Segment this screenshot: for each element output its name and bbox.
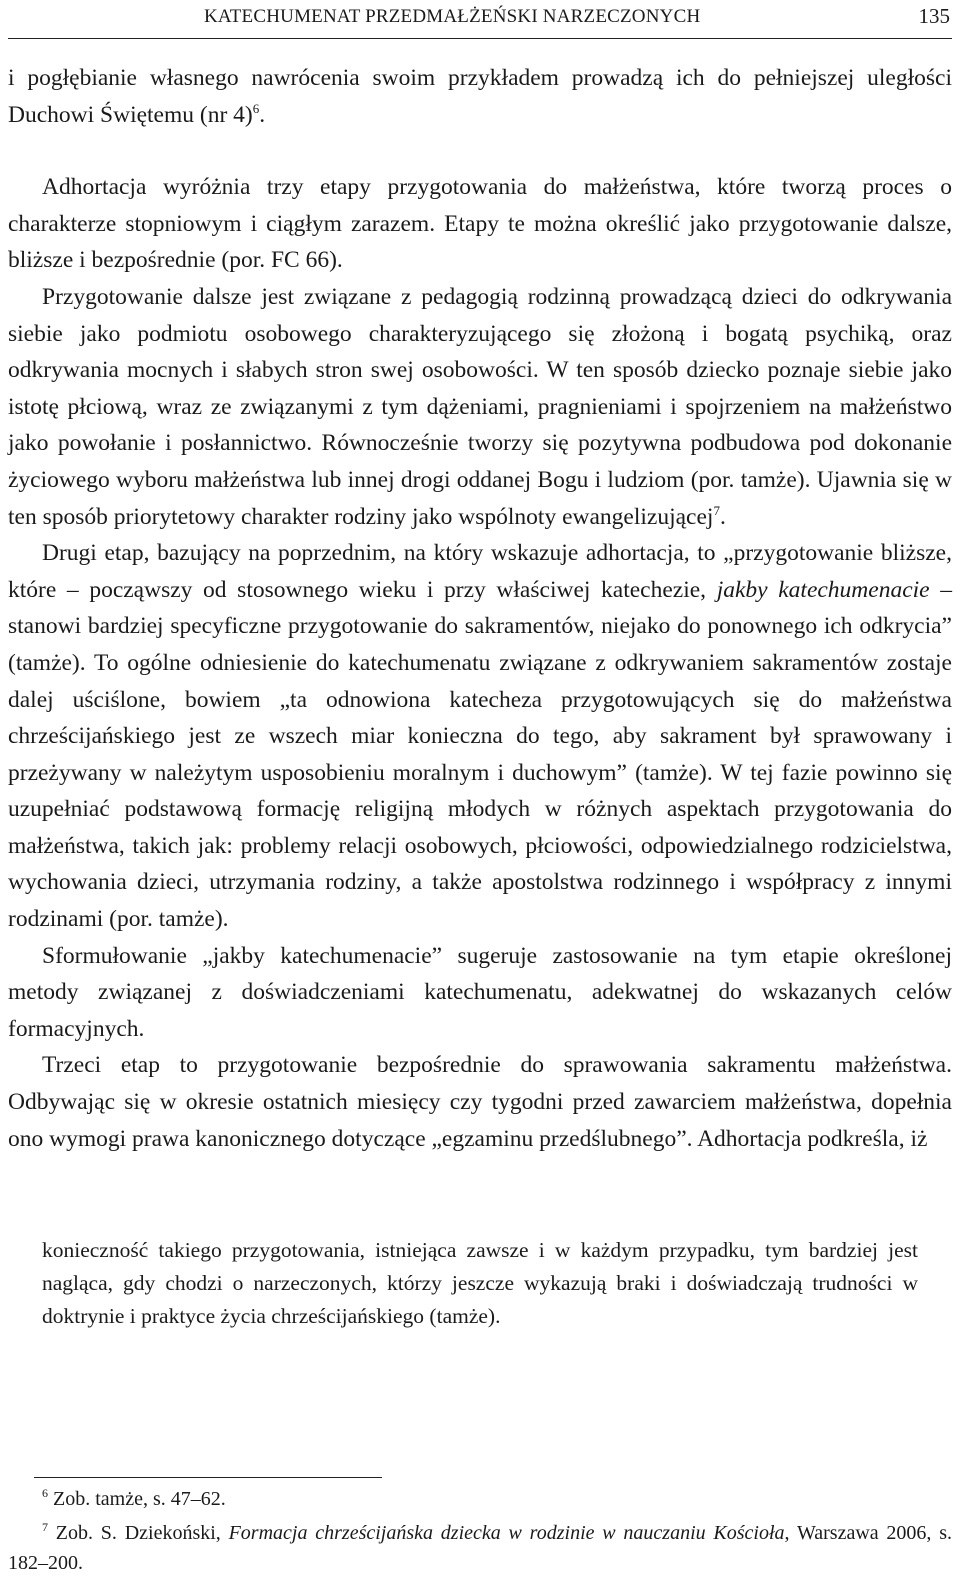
footnote-number-7: 7 (42, 1520, 48, 1534)
footnotes (8, 1484, 952, 1578)
footnote-book-title: Formacja chrześcijańska dziecka w rodzinie w nauczaniu Kościoła (228, 1522, 785, 1544)
footnote-divider (34, 1477, 382, 1478)
paragraph-3: Przygotowanie dalsze jest związane z pedagogią rodzinną prowadzącą dzieci do odkrywania siebie jako podmiotu osobowego charakteryzującego się złożoną i bogatą psychiką, oraz odkrywania mocnych i słabych stron swej osobowości. W ten sposób dziecko poznaje siebie jako istotę płciową, wraz ze związanymi z tym dążeniami, pragnieniami i spojrzeniem na małżeństwo jako powołanie i posłannictwo. Równocześnie tworzy się pozytywna podbudowa pod dokonanie życiowego wyboru małżeństwa lub innej drogi oddanej Bogu i ludziom (por. tamże). Ujawnia się w ten sposób priorytetowy charakter rodziny jako wspólnoty ewangelizującej$^7$. (8, 283, 952, 530)
emphasis-phrase: jakby katechumenacie (716, 576, 930, 603)
block-quote (42, 1234, 918, 1333)
running-header (8, 0, 952, 39)
paragraph-6: Trzeci etap to przygotowanie bezpośrednie do sprawowania sakramentu małżeństwa. Odbywając się w okresie ostatnich miesięcy czy tygodni przed zawarciem małżeństwa, dopełnia ono wymogi prawa kanonicznego dotyczące „egzaminu przedślubnego”. Adhortacja podkreśla, iż (8, 1052, 952, 1152)
footnote-number-6: 6 (42, 1486, 48, 1500)
quote-text: konieczność takiego przygotowania, istniejąca zawsze i w każdym przypadku, tym bardziej jest nagląca, gdy chodzi o narzeczonych, którzy jeszcze wykazują braki i doświadczają trudności w doktrynie i praktyce życia chrześcijańskiego (tamże). (42, 1238, 918, 1328)
footnote-7: $^7$ Zob. S. Dziekoński, Formacja chrześcijańska dziecka w rodzinie w nauczaniu Kościoła, Warszawa 2006, s. 182–200. (8, 1520, 953, 1574)
paragraph-5: Sformułowanie „jakby katechumenacie” sugeruje zastosowanie na tym etapie określonej metody związanej z doświadczeniami katechumenatu, adekwatnej do wskazanych celów formacyjnych. (8, 942, 952, 1042)
footnote-6: $^6$ Zob. tamże, s. 47–62. (42, 1486, 226, 1510)
paragraph-1: i pogłębianie własnego nawrócenia swoim przykładem prowadzą ich do pełniejszej uległości Duchowi Świętemu (nr 4)$^6$. (8, 65, 952, 128)
footnote-ref-6[interactable]: 6 (252, 100, 260, 116)
footnote-ref-7[interactable]: 7 (713, 502, 720, 518)
running-title: KATECHUMENAT PRZEDMAŁŻEŃSKI NARZECZONYCH (204, 6, 701, 27)
main-text (8, 60, 952, 1157)
paragraph-2: Adhortacja wyróżnia trzy etapy przygotowania do małżeństwa, które tworzą proces o charakterze stopniowym i ciągłym zarazem. Etapy te można określić jako przygotowanie dalsze, bliższe i bezpośrednie (por. FC 66). (8, 174, 952, 274)
paragraph-4: Drugi etap, bazujący na poprzednim, na który wskazuje adhortacja, to „przygotowanie bliższe, które – począwszy od stosownego wieku i przy właściwej katechezie, jakby katechumenacie – stanowi bardziej specyficzne przygotowanie do sakramentów, niejako do ponownego ich odkrycia” (tamże). To ogólne odniesienie do katechumenatu związane z odkrywaniem sakramentów zostaje dalej uściślone, bowiem „ta odnowiona katecheza przygotowujących się do małżeństwa chrześcijańskiego jest ze wszech miar konieczna do tego, aby sakrament był sprawowany i przeżywany w należytym usposobieniu moralnym i duchowym” (tamże). W tej fazie powinno się uzupełniać podstawową formację religijną młodych w różnych aspektach przygotowania do małżeństwa, takich jak: problemy relacji osobowych, płciowości, odpowiedzialnego rodzicielstwa, wychowania dzieci, utrzymania rodziny, a także apostolstwa rodzinnego i współpracy z innymi rodzinami (por. tamże). (8, 540, 952, 933)
page-number: 135 (918, 4, 950, 28)
